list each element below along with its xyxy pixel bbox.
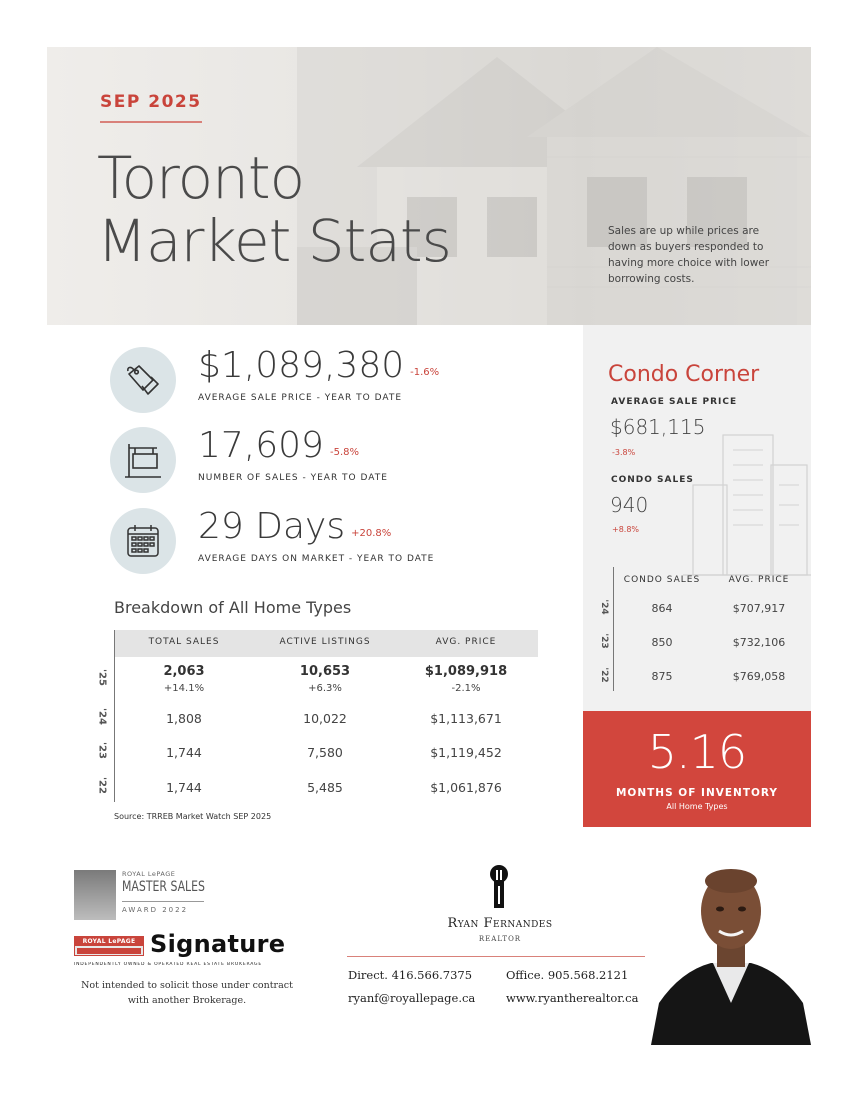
kpi-label: AVERAGE SALE PRICE - YEAR TO DATE xyxy=(198,393,403,403)
cell-condo-sales: 875 xyxy=(651,670,673,683)
master-sales-award-logo xyxy=(74,870,214,920)
condo-column-header-price: AVG. PRICE xyxy=(728,575,790,585)
inventory-label: MONTHS OF INVENTORY xyxy=(615,787,779,799)
cell-active-listings: 10,022 xyxy=(303,711,347,726)
kpi-label: AVERAGE DAYS ON MARKET - YEAR TO DATE xyxy=(198,554,435,564)
brokerage-name: Signature xyxy=(150,930,286,958)
agent-title: REALTOR xyxy=(478,935,522,943)
award-line-1: ROYAL LePAGE xyxy=(122,870,176,878)
cell-total-sales: 2,063 xyxy=(163,664,205,679)
cell-active-listings: 5,485 xyxy=(307,780,343,795)
cell-condo-sales: 850 xyxy=(651,636,673,649)
brand-stripe-icon xyxy=(75,947,143,955)
royal-lepage-logo xyxy=(74,936,144,956)
cell-total-sales: 1,744 xyxy=(166,780,202,795)
office-phone[interactable]: Office. 905.568.2121 xyxy=(506,968,629,982)
buildings-background-icon xyxy=(683,425,811,585)
disclaimer: Not intended to solicit those under contract with another Brokerage. xyxy=(81,980,293,1006)
cell-avg-price: $1,113,671 xyxy=(430,711,502,726)
cell-avg-price-change: -2.1% xyxy=(451,683,481,694)
kpi-change: -5.8% xyxy=(329,447,359,458)
cell-condo-price: $707,917 xyxy=(732,602,786,615)
title-line-2: Market Stats xyxy=(97,207,451,275)
row-year: '24 xyxy=(599,599,609,615)
condo-table-divider xyxy=(613,567,614,691)
cell-total-sales: 1,744 xyxy=(166,745,202,760)
condo-avg-price-label: AVERAGE SALE PRICE xyxy=(611,397,738,407)
award-line-2: MASTER SALES xyxy=(122,879,205,895)
kpi-average-sale-price xyxy=(110,347,570,413)
row-year: '25 xyxy=(96,669,108,686)
kpi-number-of-sales xyxy=(110,427,570,493)
table-divider xyxy=(114,630,115,802)
website-link[interactable]: www.ryantherealtor.ca xyxy=(506,991,639,1005)
condo-sales-value: 940 xyxy=(610,493,649,517)
cell-active-listings: 7,580 xyxy=(307,745,343,760)
kpi-change: +20.8% xyxy=(351,528,392,539)
breakdown-table-header xyxy=(114,630,538,657)
report-month: SEP 2025 xyxy=(100,92,202,112)
award-divider xyxy=(122,901,204,902)
kpi-value: $1,089,380 -1.6% xyxy=(198,345,440,386)
cell-active-listings-change: +6.3% xyxy=(308,683,342,694)
row-year: '24 xyxy=(96,708,108,725)
row-year: '23 xyxy=(96,742,108,759)
cell-condo-sales: 864 xyxy=(651,602,673,615)
kpi-value: 17,609 -5.8% xyxy=(198,425,359,466)
royal-lepage-logo-text: ROYAL LePAGE xyxy=(75,937,143,946)
column-header-avg-price: AVG. PRICE xyxy=(435,637,497,647)
inventory-sublabel: All Home Types xyxy=(666,802,728,811)
kpi-value: 29 Days +20.8% xyxy=(198,506,392,547)
page-title xyxy=(97,144,451,275)
condo-corner-panel xyxy=(583,325,811,711)
condo-sales-label: CONDO SALES xyxy=(611,475,694,485)
condo-corner-title: Condo Corner xyxy=(608,362,760,387)
cell-total-sales-change: +14.1% xyxy=(163,683,205,694)
month-underline xyxy=(100,121,202,123)
title-line-1: Toronto xyxy=(97,144,305,212)
column-header-total-sales: TOTAL SALES xyxy=(148,637,220,647)
row-year: '23 xyxy=(599,633,609,649)
condo-column-header-sales: CONDO SALES xyxy=(623,575,701,585)
breakdown-title: Breakdown of All Home Types xyxy=(114,598,352,617)
award-line-3: AWARD 2022 xyxy=(122,906,189,914)
column-header-active-listings: ACTIVE LISTINGS xyxy=(279,637,371,647)
calendar-icon xyxy=(110,508,176,574)
months-of-inventory-panel xyxy=(583,711,811,827)
cell-avg-price: $1,119,452 xyxy=(430,745,502,760)
source-note: Source: TRREB Market Watch SEP 2025 xyxy=(114,812,272,821)
row-year: '22 xyxy=(599,667,609,683)
cell-avg-price: $1,061,876 xyxy=(430,780,502,795)
contact-divider xyxy=(347,956,645,957)
kpi-change: -1.6% xyxy=(410,367,440,378)
keyhole-logo-icon xyxy=(484,864,514,910)
hero-summary-note: Sales are up while prices are down as buyers responded to having more choice with lower borrowing costs. xyxy=(608,225,770,285)
row-year: '22 xyxy=(96,777,108,794)
mountain-icon xyxy=(74,870,116,920)
condo-avg-price-change: -3.8% xyxy=(612,448,636,457)
hero-banner xyxy=(47,47,811,325)
cell-active-listings: 10,653 xyxy=(299,664,351,679)
sold-sign-icon xyxy=(110,427,176,493)
cell-condo-price: $732,106 xyxy=(732,636,786,649)
email-link[interactable]: ryanf@royallepage.ca xyxy=(348,991,476,1005)
cell-avg-price: $1,089,918 xyxy=(424,664,508,679)
inventory-value: 5.16 xyxy=(647,725,747,779)
price-tag-icon xyxy=(110,347,176,413)
agent-name: Ryan Fernandes xyxy=(447,916,553,931)
condo-sales-change: +8.8% xyxy=(612,525,640,534)
agent-photo xyxy=(651,853,811,1045)
kpi-label: NUMBER OF SALES - YEAR TO DATE xyxy=(198,473,388,483)
brokerage-tagline: INDEPENDENTLY OWNED & OPERATED REAL ESTATE BROKERAGE xyxy=(74,962,262,967)
cell-total-sales: 1,808 xyxy=(166,711,202,726)
cell-condo-price: $769,058 xyxy=(732,670,786,683)
direct-phone[interactable]: Direct. 416.566.7375 xyxy=(348,968,473,982)
condo-avg-price-value: $681,115 xyxy=(610,415,706,439)
kpi-days-on-market xyxy=(110,508,570,574)
